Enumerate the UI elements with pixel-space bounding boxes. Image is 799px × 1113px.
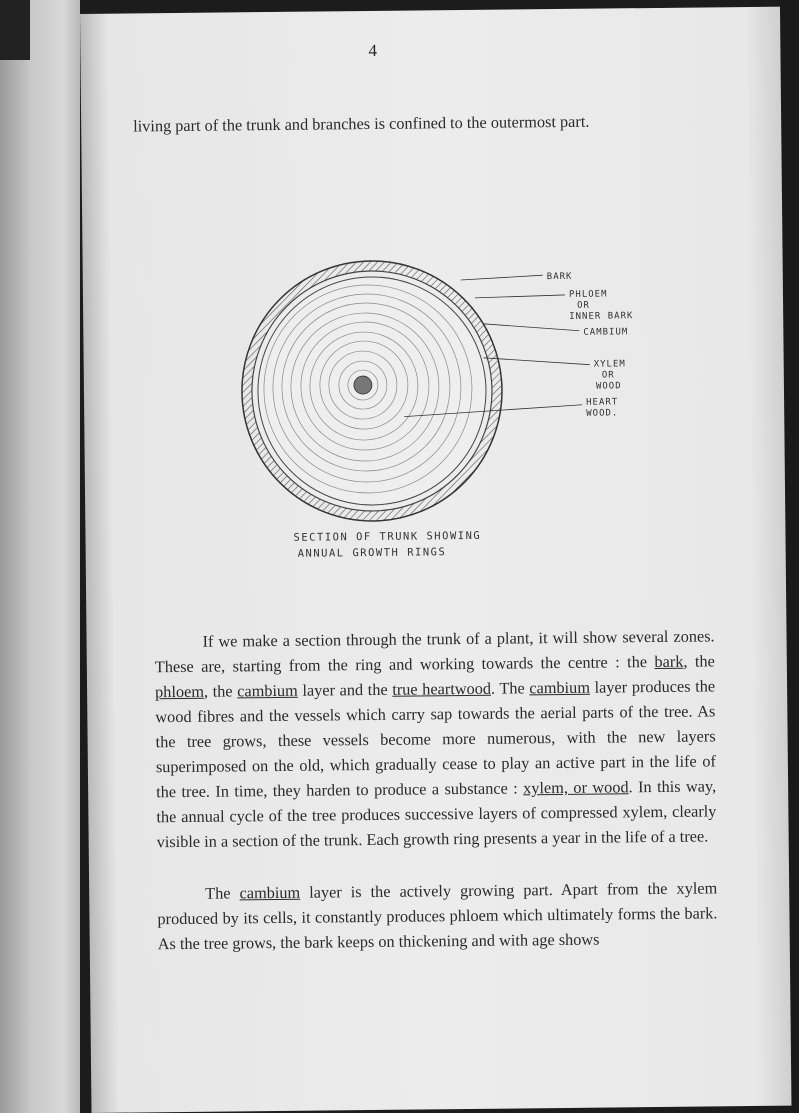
trunk-section-drawing bbox=[242, 239, 634, 562]
figure-caption-line1: SECTION OF TRUNK SHOWING bbox=[293, 529, 482, 544]
paragraph-trunk-zones: If we make a section through the trunk of a plant, it will show several zones. These are, starting from the ring and working towards the centre : the bark, the phloem, the cambium layer and the true heartwood. The cambium layer produces the wood fibres and the vessels which carry sap towards the aerial parts of the tree. As the tree grows, these vessels become more numerous, with the new layers superimposed on the old, which gradually cease to play an active part in the life of the tree. In time, they harden to produce a substance : xylem, or wood. In this way, the annual cycle of the tree produces successive layers of compressed xylem, clearly visible in a section of the trunk. Each growth ring presents a year in the life of a tree. bbox=[154, 626, 717, 852]
label-bark: BARK bbox=[546, 271, 573, 283]
term-cambium: cambium bbox=[237, 680, 298, 701]
figure-labels bbox=[547, 271, 635, 419]
label-heart-wood: WOOD. bbox=[586, 408, 619, 419]
figure-caption-line2: ANNUAL GROWTH RINGS bbox=[297, 546, 447, 560]
term-true-heartwood: true heartwood bbox=[392, 678, 492, 699]
label-phloem: PHLOEM bbox=[568, 289, 608, 300]
trunk-section-figure bbox=[242, 239, 634, 562]
paragraph-cambium: The cambium layer is the actively growing part. Apart from the xylem produced by its cells, it constantly produces phloem which ultimately forms the bark. As the tree grows, the bark keeps on thickening and with age shows bbox=[157, 878, 718, 954]
label-cambium: CAMBIUM bbox=[583, 327, 629, 338]
term-xylem-wood: xylem, or wood bbox=[523, 777, 629, 798]
label-phloem-or: OR bbox=[577, 300, 590, 311]
term-phloem: phloem bbox=[155, 681, 205, 702]
term-cambium-2: cambium bbox=[529, 677, 591, 698]
label-heart: HEART bbox=[586, 397, 619, 408]
label-inner-bark: INNER BARK bbox=[569, 311, 634, 322]
label-xylem: XYLEM bbox=[593, 359, 626, 370]
binding-shadow bbox=[0, 0, 30, 60]
label-xylem-or: OR bbox=[601, 370, 615, 381]
label-wood: WOOD bbox=[595, 381, 622, 392]
continued-text-line: living part of the trunk and branches is confined to the outermost part. bbox=[133, 111, 590, 136]
left-page-edge bbox=[0, 0, 80, 1113]
term-cambium-3: cambium bbox=[239, 882, 301, 903]
book-page bbox=[80, 7, 791, 1113]
page-number: 4 bbox=[368, 40, 377, 60]
heartwood-core bbox=[354, 376, 372, 394]
term-bark: bark bbox=[654, 651, 684, 672]
